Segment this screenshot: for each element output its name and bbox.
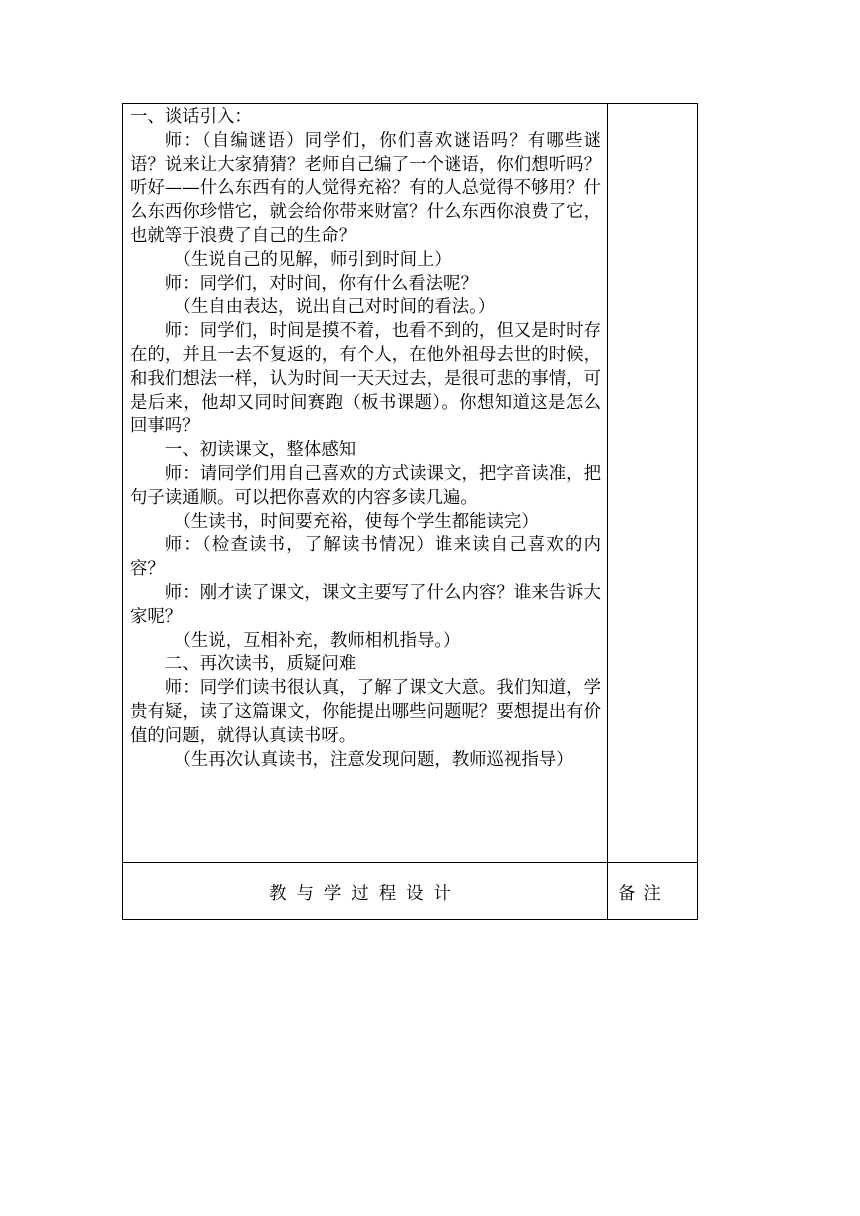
footer-row xyxy=(123,863,698,920)
student-note: （生读书，时间要充裕，使每个学生都能读完） xyxy=(173,511,539,532)
section-heading: 二、再次读书，质疑问难 xyxy=(164,654,357,675)
teacher-line: 师：同学们，对时间，你有什么看法呢？ xyxy=(164,273,478,294)
teacher-line: 师：同学们读书很认真，了解了课文大意。我们知道，学贵有疑，读了这篇课文，你能提出哪些问题呢？要想提出有价值的问题，就得认真读书呀。 xyxy=(130,678,601,746)
content-row xyxy=(123,104,698,863)
teaching-process-cell xyxy=(123,104,608,863)
student-note: （生说，互相补充，教师相机指导。） xyxy=(173,630,461,651)
process-design-label: 教与学过程设计 xyxy=(123,863,608,920)
notes-cell xyxy=(608,104,698,863)
teacher-line: 师：刚才读了课文，课文主要写了什么内容？谁来告诉大家呢？ xyxy=(130,582,601,627)
teacher-line: 师：同学们，时间是摸不着，也看不到的，但又是时时存在的，并且一去不复返的，有个人，在他外祖母去世的时候，和我们想法一样，认为时间一天天过去，是很可悲的事情，可是后来，他却又同时间赛跑（板书课题）。你想知道这是怎么回事吗？ xyxy=(130,321,601,437)
teacher-line: 师：请同学们用自己喜欢的方式读课文，把字音读准，把句子读通顺。可以把你喜欢的内容多读几遍。 xyxy=(130,463,601,508)
teacher-line: 师：（检查读书，了解读书情况）谁来读自己喜欢的内容？ xyxy=(130,535,601,580)
student-note: （生再次认真读书，注意发现问题，教师巡视指导） xyxy=(173,749,574,770)
section-heading: 一、初读课文，整体感知 xyxy=(164,440,357,461)
teacher-line: 师：（自编谜语）同学们，你们喜欢谜语吗？有哪些谜语？说来让大家猜猜？老师自己编了一个谜语，你们想听吗？听好——什么东西有的人觉得充裕？有的人总觉得不够用？什么东西你珍惜它，就会给你带来财富？什么东西你浪费了它，也就等于浪费了自己的生命？ xyxy=(130,130,601,246)
student-note: （生说自己的见解，师引到时间上） xyxy=(173,249,452,270)
lesson-plan-table xyxy=(122,103,698,920)
section-heading: 一、谈话引入： xyxy=(130,107,252,127)
student-note: （生自由表达，说出自己对时间的看法。） xyxy=(173,297,496,318)
notes-label: 备注 xyxy=(608,863,698,920)
